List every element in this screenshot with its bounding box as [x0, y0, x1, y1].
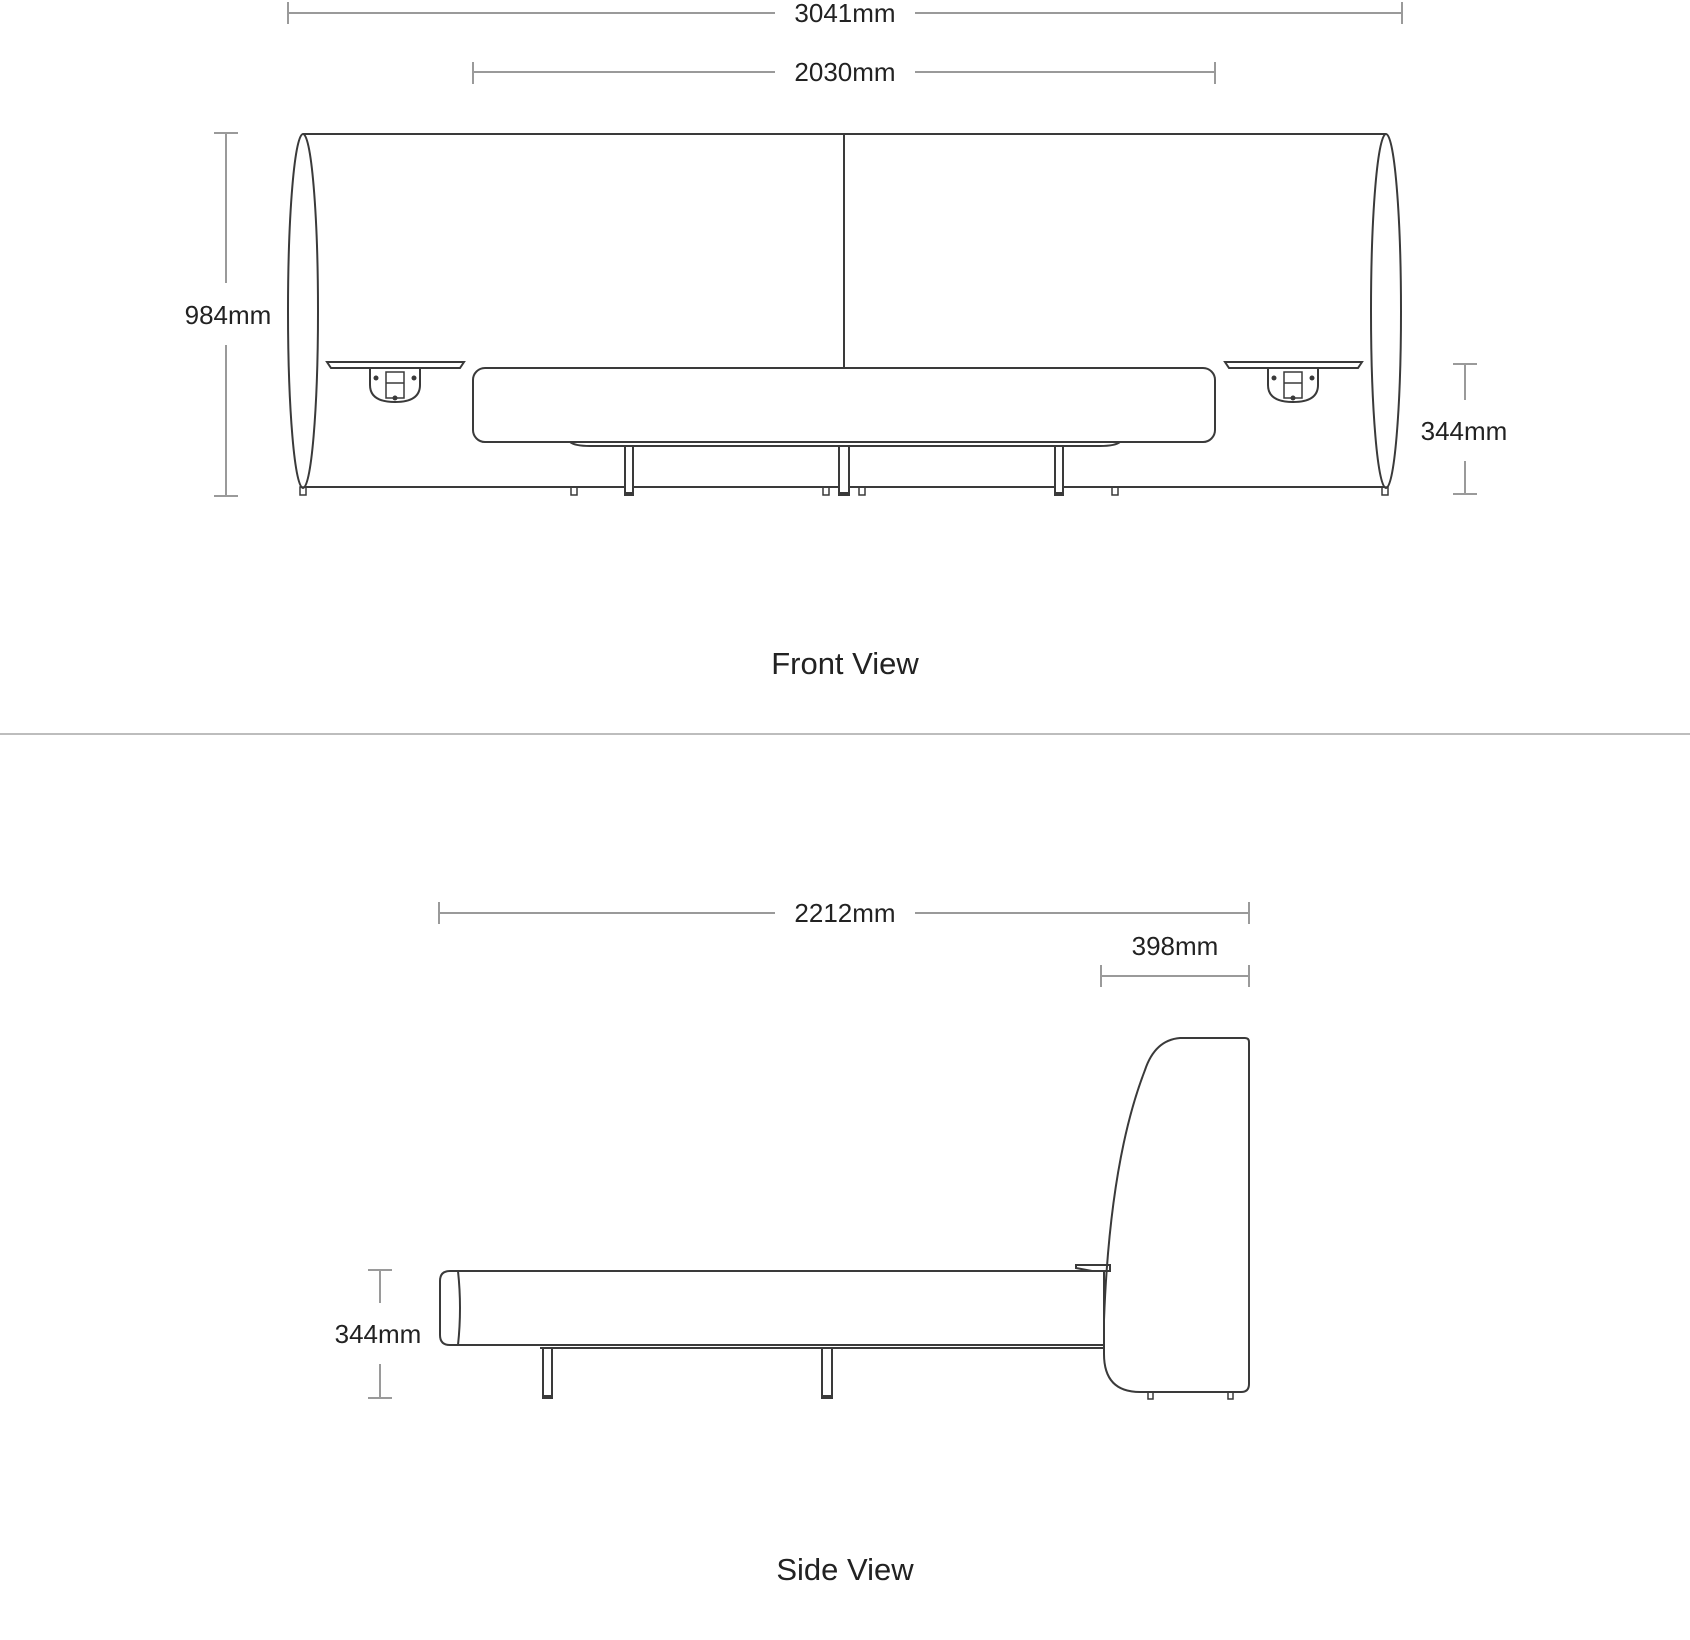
overall-width-label: 3041mm: [794, 0, 896, 28]
overall-length-label: 2212mm: [794, 898, 896, 928]
mattress-side: [440, 1271, 1104, 1348]
dim-headboard-depth: [1101, 931, 1249, 987]
side-view-title: Side View: [776, 1552, 914, 1587]
front-view-title: Front View: [771, 646, 919, 681]
dim-headboard-height: [185, 133, 272, 496]
nightstand-left: [327, 362, 464, 402]
frame-height-side-label: 344mm: [334, 1319, 422, 1349]
headboard-height-label: 984mm: [184, 300, 272, 330]
front-view: [185, 0, 1508, 681]
headboard-depth-label: 398mm: [1131, 931, 1219, 961]
frame-height-front-label: 344mm: [1420, 416, 1508, 446]
dim-overall-length: [439, 898, 1249, 928]
dim-frame-height-side: [335, 1270, 422, 1398]
side-view: [335, 898, 1249, 1587]
nightstand-right: [1225, 362, 1362, 402]
mattress-width-label: 2030mm: [794, 57, 896, 87]
dim-frame-height-front: [1421, 364, 1508, 494]
dim-overall-width: [288, 0, 1402, 28]
headboard-side: [1104, 1038, 1249, 1399]
legs-side: [543, 1348, 832, 1398]
mattress-front: [473, 368, 1215, 446]
dim-mattress-width: [473, 57, 1215, 87]
